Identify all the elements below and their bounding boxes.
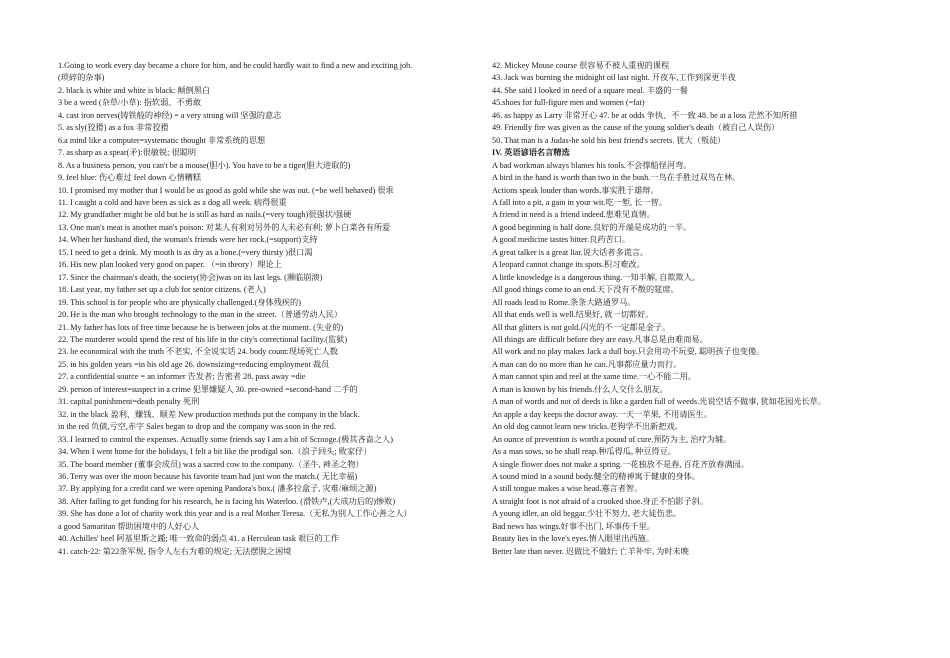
text-line: 46. as happy as Larry 非常开心 47. be at odds 争执、不一致 48. be at a loss 茫然不知所措 — [492, 110, 798, 120]
text-line: in the red 负债,亏空,赤字 Sales began to drop and the company was soon in the red. — [58, 422, 336, 432]
text-line: All things are difficult before they are easy.凡事总是由难而易。 — [492, 334, 708, 344]
text-line: 11. I caught a cold and have been as sick as a dog all week. 病得很重 — [58, 197, 287, 207]
text-line: 44. She said I looked in need of a square meal. 丰盛的一餐 — [492, 85, 688, 95]
text-line: 6.a mind like a computer=systematic thought 非常系统的思想 — [58, 135, 266, 145]
text-line: 50. That man is a Judas-he sold his best friend's secrets. 犹大（叛徒） — [492, 135, 726, 145]
text-line: 41. catch-22: 第22条军规, 指令人左右为难的规定; 无法摆脱之困境 — [58, 546, 292, 556]
text-line: Better late than never. 迟做比不做好; 亡羊补牢, 为时未晚 — [492, 546, 689, 556]
text-line: All good things come to an end.天下没有不散的筵席。 — [492, 285, 679, 295]
text-line: 45.shoes for full-figure men and women (=fat) — [492, 98, 645, 108]
text-line: 7. as sharp as a spear(矛):很敏锐; 很聪明 — [58, 148, 197, 158]
text-line: 27. a confidential source = an informer 告发者; 告密者 28. pass away =die — [58, 372, 306, 382]
text-line: A friend in need is a friend indeed.患难见真情。 — [492, 210, 655, 220]
text-line: 31. capital punishment=death penalty 死刑 — [58, 397, 200, 407]
left-column — [58, 60, 468, 558]
text-line: 22. The murderer would spend the rest of his life in the city's correctional facility.(监狱) — [58, 334, 348, 344]
text-line: All roads lead to Rome.条条大路通罗马。 — [492, 297, 636, 307]
text-line: 20. He is the man who brought technology to the man in the street.（普通劳动人民） — [58, 310, 343, 320]
text-line: A great talker is a great liar.说大话者多谎言。 — [492, 247, 649, 257]
text-line: 34. When I went home for the holidays, I felt a bit like the prodigal son.（浪子回头; 败家仔） — [58, 447, 372, 457]
text-line: 49. Friendly fire was given as the cause of the young soldier's death（被自己人误伤） — [492, 123, 780, 133]
text-line: A little knowledge is a dangerous thing.一知半解, 自欺欺人。 — [492, 272, 701, 282]
text-line: 36. Terry was over the moon because his favorite team had just won the match.( 无比幸福) — [58, 471, 358, 481]
text-line: A straight foot is not afraid of a crooked shoe.身正不怕影子斜。 — [492, 496, 709, 506]
text-line: 13. One man's meat is another man's poison: 对某人有利对另外的人未必有利; 萝卜白菜各有所爱 — [58, 222, 391, 232]
text-line: 38. After failing to get funding for his research, he is facing his Waterloo. (滑铁卢,(大成功后的)惨败) — [58, 496, 396, 506]
text-line: 23. be economical with the truth 不老实, 不全说实话 24. body count:现场死亡人数 — [58, 347, 338, 357]
text-line: All that ends well is well.结果好, 就一切都好。 — [492, 310, 654, 320]
text-line: As a man sows, so he shall reap.种瓜得瓜, 种豆得豆。 — [492, 447, 676, 457]
text-line: A sound mind in a sound body.健全的精神寓于健康的身体。 — [492, 471, 701, 481]
text-line: 18. Last year, my father set up a club for senior citizens. (老人) — [58, 285, 266, 295]
text-line: A good medicine tastes bitter.良药苦口。 — [492, 235, 631, 245]
text-line: 8. As a business person, you can't be a mouse(胆小). You have to be a tiger(胆大进取的) — [58, 160, 351, 170]
text-line: A single flower does not make a spring.一花独放不是春, 百花齐放春满园。 — [492, 459, 749, 469]
text-line: 42. Mickey Mouse course 很容易不被人重视的课程 — [492, 61, 670, 70]
text-line: All that glitters is not gold.闪光的不一定都是金子。 — [492, 322, 671, 332]
text-line: (琐碎的杂事) — [58, 73, 105, 83]
text-line: 40. Achilles' heel 阿基里斯之踵; 唯一致命的弱点 41. a Herculean task 艰巨的工作 — [58, 534, 339, 544]
text-line: A still tongue makes a wise head.寡言者智。 — [492, 484, 643, 494]
text-line: An old dog cannot learn new tricks.老狗学不出新把戏。 — [492, 422, 683, 432]
text-line: 25. in his golden years =in his old age 26. downsizing=reducing employment 裁员 — [58, 359, 330, 369]
text-line: Actions speak louder than words.事实胜于雄辩。 — [492, 185, 659, 195]
text-line: a good Samaritan 帮助困境中的人好心人 — [58, 521, 200, 531]
text-line: IV. 英语谚语名言精选 — [492, 148, 570, 158]
text-line: A man of words and not of deeds is like a garden full of weeds.光说空话不做事, 犹如花园光长草。 — [492, 397, 827, 407]
text-line: A young idler, an old beggar.少壮不努力, 老大徒伤悲。 — [492, 509, 682, 519]
text-line: 17. Since the chairman's death, the society(协会)was on its last legs. (濒临崩溃) — [58, 272, 323, 282]
text-line: 39. She has done a lot of charity work this year and is a real Mother Teresa.（无私为别人工作心善之人） — [58, 509, 412, 519]
right-column — [492, 60, 912, 558]
text-line: An ounce of prevention is worth a pound of cure.预防为主, 治疗为辅。 — [492, 434, 732, 444]
text-line: 32. in the black 盈利、赚钱、顺差 New production methods put the company in the black. — [58, 409, 360, 419]
text-line: A fall into a pit, a gain in your wit.吃一堑, 长一智。 — [492, 197, 667, 207]
text-line: 12. My grandfather might be old but he is still as hard as nails.(=very tough)很强状/强硬 — [58, 210, 352, 220]
text-line: Bad news has wings.好事不出门, 坏事传千里。 — [492, 521, 655, 531]
text-line: 1.Going to work every day became a chore for him, and he could hardly wait to find a new and exciting job. — [58, 61, 413, 70]
text-line: 37. By applying for a credit card we were opening Pandora's box.( 潘多拉盒子, 灾难/麻烦之源) — [58, 484, 377, 494]
text-line: 21. My father has lots of free time because he is between jobs at the moment. (失业的) — [58, 322, 344, 332]
text-line: 19. This school is for people who are physically challenged.(身体残疾的) — [58, 297, 301, 307]
text-line: 43. Jack was burning the midnight oil last night. 开夜车,工作到深更半夜 — [492, 73, 736, 83]
text-line: Beauty lies in the love's eyes.情人眼里出西施。 — [492, 534, 655, 544]
text-line: A man is known by his friends.什么人交什么朋友。 — [492, 384, 668, 394]
text-line: 3 be a weed (杂草/小草): 指软弱、不勇敢 — [58, 98, 202, 108]
text-line: A bird in the hand is worth than two in the bush.一鸟在手胜过双鸟在林。 — [492, 173, 741, 183]
text-line: A leopard cannot change its spots.积习难改。 — [492, 260, 645, 270]
text-line: All work and no play makes Jack a dull boy.只会用功不玩耍, 聪明孩子也变傻。 — [492, 347, 765, 357]
text-line: 4. cast iron nerves(铸铁般的神经) = a very strong will 坚强的意志 — [58, 110, 282, 120]
text-line: An apple a day keeps the doctor away.一天一苹果, 不用请医生。 — [492, 409, 713, 419]
text-line: 29. person of interest=suspect in a crime 犯罪嫌疑人 30. pre-owned =second-hand 二手的 — [58, 384, 358, 394]
text-line: 35. The board member (董事会成员) was a sacred cow to the company.（圣牛, 神圣之物） — [58, 459, 364, 469]
text-line: 15. I need to get a drink. My mouth is as dry as a bone.(=very thirsty )很口渴 — [58, 247, 313, 257]
text-line: A man can do no more than he can.凡事都应量力而行。 — [492, 359, 682, 369]
text-line: 14. When her husband died, the woman's friends were her rock.(=support)支持 — [58, 235, 318, 245]
text-line: A bad workman always blames his tools.不会撑船怪河弯。 — [492, 160, 692, 170]
text-line: 10. I promised my mother that I would be as good as gold while she was out. (=be well behaved) 很乖 — [58, 185, 394, 195]
text-line: A man cannot spin and reel at the same time.一心不能二用。 — [492, 372, 697, 382]
text-line: A good beginning is half done.良好的开端是成功的一半。 — [492, 222, 692, 232]
text-line: 5. as sly(狡猾) as a fox 非常狡猾 — [58, 123, 169, 133]
text-line: 16. His new plan looked very good on paper. （=in theory）理论上 — [58, 260, 282, 270]
text-line: 9. feel blue: 伤心难过 feel down 心情糟糕 — [58, 173, 202, 183]
text-line: 33. I learned to control the expenses. Actually some friends say I am a bit of Scrooge.(极其吝啬之人) — [58, 434, 393, 444]
text-line: 2. black is white and white is black: 颠倒黑白 — [58, 85, 211, 95]
